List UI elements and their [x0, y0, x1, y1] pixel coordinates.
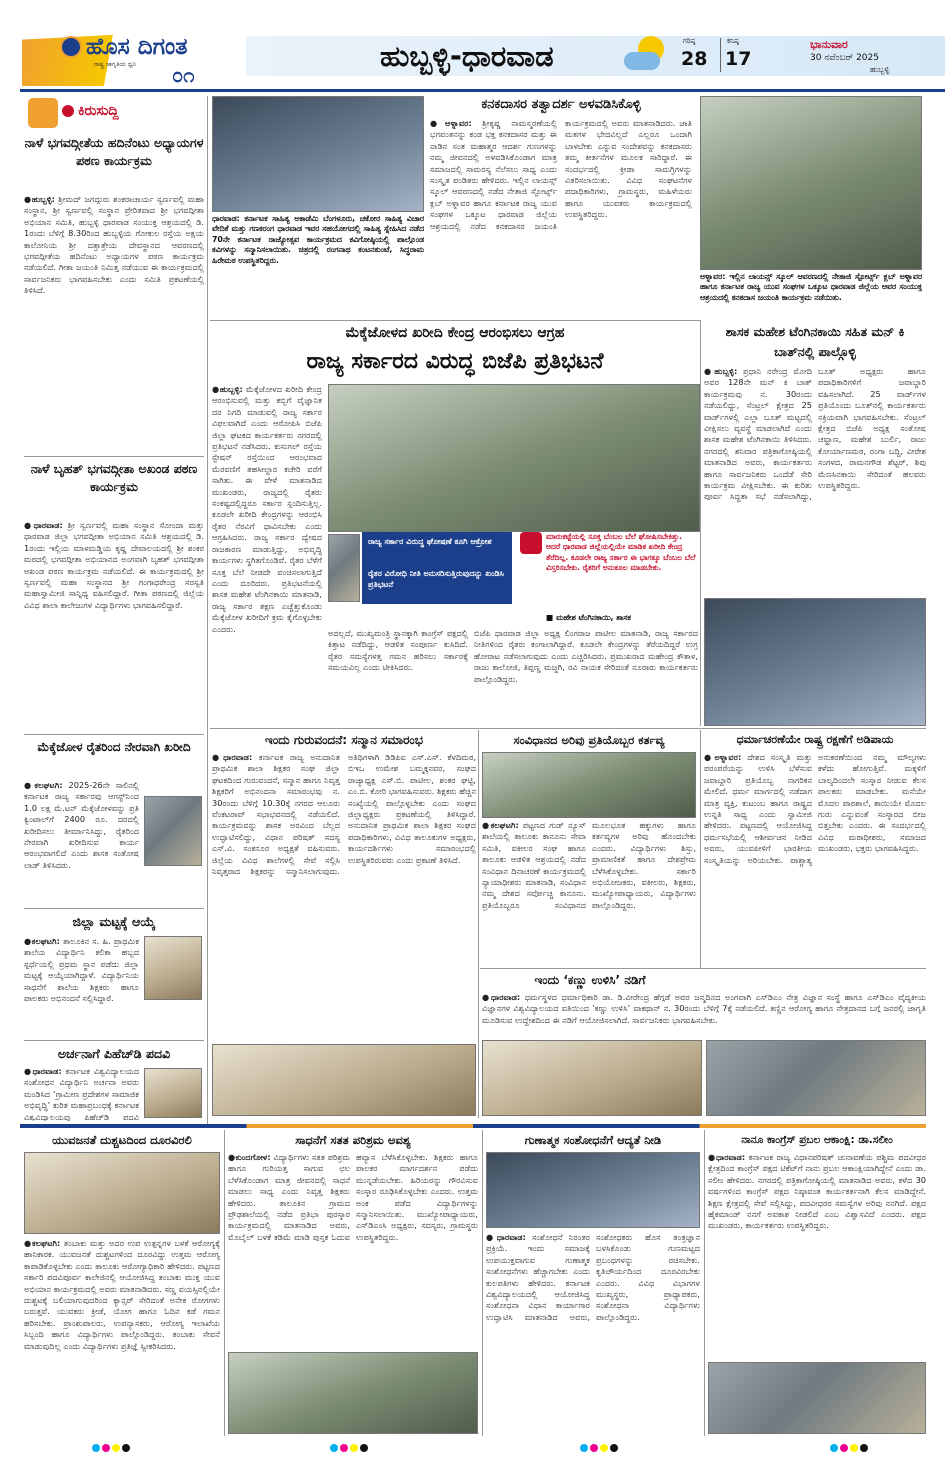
quote-text: ಮಾರುಕಟ್ಟೆಯಲ್ಲಿ ಸೂಕ್ತ ಬೆಂಬಲ ಬೆಲೆ ಘೋಷಿಸಬೇಕಿತ್ತು. ಆದರೆ ಧಾರವಾಡ ಜಿಲ್ಲೆಯಲ್ಲಿಯೇ ಮಾಡಿಕ ಖರೀದಿ ಕೇಂದ್ರ ತೆರೆದಿಲ್ಲ. ಕೂಡಲೇ ರಾಜ್ಯ ಸರ್ಕಾರ ಈ ಭಾಗಕ್ಕೂ ಬೆಂಬಲ ಬೆಲೆ ವಿಸ್ತರಿಸಬೇಕು. ರೈತರಿಗೆ ಅನುಕೂಲ ಮಾಡಬೇಕು. — [546, 532, 696, 573]
mann-body: ●ಹುಬ್ಬಳ್ಳಿ: ಪ್ರಧಾನಿ ನರೇಂದ್ರ ಮೋದಿ ಅವರ 128ನೇ ಮನ್ ಕಿ ಬಾತ್ ಕಾರ್ಯಕ್ರಮವು ನ. 30ರಂದು ನಡೆಯಲಿದ್ದು, ಸೆಂಟ್ರಲ್ ಕ್ಷೇತ್ರದ 25 ವಾರ್ಡ್‌ಗಳಲ್ಲಿ ಎಲ್ಲಾ ಬೂತ್ ಮಟ್ಟದಲ್ಲಿ ವೀಕ್ಷಿಸಲು ವ್ಯವಸ್ಥೆ ಮಾಡಲಾಗಿದೆ ಎಂದು ಶಾಸಕ ಮಹೇಶ ಟೆಂಗಿನಕಾಯಿ ತಿಳಿಸಿದರು. ನಗರದಲ್ಲಿ ಶನಿವಾರ ಪತ್ರಿಕಾಗೋಷ್ಠಿಯಲ್ಲಿ ಮಾತನಾಡಿದ ಅವರು, ಕಾರ್ಯಕರ್ತರು ಹಾಗೂ ಸಾರ್ವಜನಿಕರು ಒಂದೆಡೆ ಸೇರಿ ಕಾರ್ಯಕ್ರಮ ವೀಕ್ಷಿಸಬೇಕು. ಈ ಕುರಿತು ಪೂರ್ವ ಸಿದ್ಧತಾ ಸಭೆ ನಡೆಸಲಾಗಿದ್ದು, ಬೂತ್ ಅಧ್ಯಕ್ಷರು ಹಾಗೂ ಪದಾಧಿಕಾರಿಗಳಿಗೆ ಜವಾಬ್ದಾರಿ ವಹಿಸಲಾಗಿದೆ. 25 ವಾರ್ಡ್‌ಗಳ ಪ್ರತಿಯೊಂದು ಬೂತ್‌ನಲ್ಲಿ ಕಾರ್ಯಕರ್ತರು ಸಕ್ರಿಯವಾಗಿ ಭಾಗವಹಿಸಬೇಕು. ಸೆಂಟ್ರಲ್ ಕ್ಷೇತ್ರದ ಬಿಜೆಪಿ ಅಧ್ಯಕ್ಷ ಸಂತೋಷ ಚವ್ಹಾಣ, ಮಹೇಶ ಬುರ್ಲಿ, ರಾಜು ಕೋರ್ಯಾಣಮಠ, ರಂಗಾ ಬದ್ದಿ, ವೀರೇಶ ಸಂಗಳದ, ರಾಮನಗೌಡ ಶೆಟ್ಟರ್, ಶಿವು ಮೆಣಸಿನಕಾಯಿ ಸೇರಿದಂತೆ ಹಲವರು ಉಪಸ್ಥಿತರಿದ್ದರು. — [704, 366, 926, 502]
bottom-strip-rule — [20, 1124, 926, 1128]
guru-title: ಇಂದು ಗುರುವಂದನೆ: ಸನ್ಮಾನ ಸಮಾರಂಭ — [265, 733, 423, 747]
bottom-body-1: ●ಕಲಘಟಗಿ: ತಂಬಾಕು ಮತ್ತು ಅದರ ಉಪ ಉತ್ಪನ್ನಗಳ ಬಳಕೆ ಆರೋಗ್ಯಕ್ಕೆ ಹಾನಿಕಾರಕ. ಯುವಜನತೆ ದುಶ್ಚಟಗಳಿಂದ ದೂರವಿದ್ದು ಉತ್ತಮ ಆರೋಗ್ಯ ಕಾಪಾಡಿಕೊಳ್ಳಬೇಕು ಎಂದು ತಾಲೂಕು ಆರೋಗ್ಯಾಧಿಕಾರಿ ಹೇಳಿದರು. ಪಟ್ಟಣದ ಸರ್ಕಾರಿ ಪದವಿಪೂರ್ವ ಕಾಲೇಜಿನಲ್ಲಿ ಆಯೋಜಿಸಿದ್ದ ತಂಬಾಕು ಮುಕ್ತ ಯುವ ಅಭಿಯಾನ ಕಾರ್ಯಕ್ರಮದಲ್ಲಿ ಅವರು ಮಾತನಾಡಿದರು. ಸಣ್ಣ ವಯಸ್ಸಿನಲ್ಲಿಯೇ ದುಶ್ಚಟಕ್ಕೆ ಬಲಿಯಾಗುವುದರಿಂದ ಕ್ಯಾನ್ಸರ್ ಸೇರಿದಂತೆ ಅನೇಕ ರೋಗಗಳು ಬರುತ್ತವೆ. ಯುವಕರು ಕ್ರೀಡೆ, ಯೋಗ ಹಾಗೂ ಓದಿನ ಕಡೆ ಗಮನ ಹರಿಸಬೇಕು. ಪ್ರಾಂಶುಪಾಲರು, ಉಪನ್ಯಾಸಕರು, ಆರೋಗ್ಯ ಇಲಾಖೆಯ ಸಿಬ್ಬಂದಿ ಹಾಗೂ ವಿದ್ಯಾರ್ಥಿಗಳು ಪಾಲ್ಗೊಂಡಿದ್ದರು. ತಂಬಾಕು ಸೇವನೆ ಮಾಡುವುದಿಲ್ಲ ಎಂದು ವಿದ್ಯಾರ್ಥಿಗಳು ಪ್ರತಿಜ್ಞೆ ಸ್ವೀಕರಿಸಿದರು. — [24, 1238, 220, 1351]
kannu-photo-1 — [482, 1040, 702, 1116]
column-rule — [700, 730, 701, 968]
bottom-photo-2 — [228, 1352, 478, 1434]
lead-quote-box — [520, 532, 698, 624]
lead-col1: ●ಹುಬ್ಬಳ್ಳಿ: ಮೆಕ್ಕೆಜೋಳದ ಖರೀದಿ ಕೇಂದ್ರ ಆರಂಭಿಸುವಲ್ಲಿ ಮತ್ತು ಕಬ್ಬಿಗೆ ವೈಜ್ಞಾನಿಕ ದರ ನಿಗದಿ ಮಾಡುವಲ್ಲಿ ರಾಜ್ಯ ಸರ್ಕಾರ ವಿಫಲವಾಗಿದೆ ಎಂದು ಆರೋಪಿಸಿ ಬಿಜೆಪಿ ಜಿಲ್ಲಾ ಘಟಕದ ಕಾರ್ಯಕರ್ತರು ನಗರದಲ್ಲಿ ಪ್ರತಿಭಟನೆ ನಡೆಸಿದರು. ಕುಸುಗಲ್ ರಸ್ತೆಯ ಸ್ಟೇಷನ್ ರಸ್ತೆಯಿಂದ ಆರಂಭವಾದ ಮೆರವಣಿಗೆ ತಹಸೀಲ್ದಾರ ಕಚೇರಿ ವರೆಗೆ ಸಾಗಿತು. ಈ ವೇಳೆ ಮಾತನಾಡಿದ ಮುಖಂಡರು, ರಾಜ್ಯದಲ್ಲಿ ರೈತರು ಸಂಕಷ್ಟದಲ್ಲಿದ್ದರೂ ಸರ್ಕಾರ ಸ್ಪಂದಿಸುತ್ತಿಲ್ಲ. ಕೂಡಲೇ ಖರೀದಿ ಕೇಂದ್ರಗಳನ್ನು ಆರಂಭಿಸಿ ರೈತರ ನೆರವಿಗೆ ಧಾವಿಸಬೇಕು ಎಂದು ಆಗ್ರಹಿಸಿದರು. ರಾಜ್ಯ ಸರ್ಕಾರ ದ್ವೇಷದ ರಾಜಕಾರಣ ಮಾಡುತ್ತಿದ್ದು, ಅಭಿವೃದ್ಧಿ ಕಾರ್ಯಗಳು ಸ್ಥಗಿತಗೊಂಡಿವೆ. ರೈತರ ಬೆಳೆಗೆ ಸೂಕ್ತ ಬೆಲೆ ನೀಡದೇ ವಂಚಿಸಲಾಗುತ್ತಿದೆ ಎಂದು ದೂರಿದರು. ಪ್ರತಿಭಟನೆಯಲ್ಲಿ ಶಾಸಕ ಮಹೇಶ ಟೆಂಗಿನಕಾಯಿ ಮಾತನಾಡಿ, ರಾಜ್ಯ ಸರ್ಕಾರ ತಕ್ಷಣ ಎಚ್ಚೆತ್ತುಕೊಂಡು ಮೆಕ್ಕೆಜೋಳ ಖರೀದಿಗೆ ಕ್ರಮ ಕೈಗೊಳ್ಳಬೇಕು ಎಂದರು. — [212, 384, 322, 634]
brief-photo-student — [144, 936, 202, 1000]
day: ಭಾನುವಾರ — [810, 38, 848, 51]
lead-kicker: ಮೆಕ್ಕೆಜೋಳದ ಖರೀದಿ ಕೇಂದ್ರ ಆರಂಭಿಸಲು ಆಗ್ರಹ — [345, 325, 565, 341]
tagline: ರಾಷ್ಟ್ರ ಜಾಗೃತಿಯ ಧ್ವನಿ — [94, 61, 137, 68]
brief-dot-icon — [62, 105, 74, 117]
edition-title: ಹುಬ್ಬಳ್ಳಿ-ಧಾರವಾಡ — [380, 39, 554, 73]
brief-header — [24, 96, 204, 132]
bottom-title-4: ನಾನೂ ಕಾಂಗ್ರೆಸ್ ಪ್ರಬಲ ಆಕಾಂಕ್ಷಿ: ಡಾ.ಸಲೀಂ — [741, 1134, 893, 1146]
brief-divider — [24, 456, 204, 457]
top-photo-felicitation — [212, 96, 424, 212]
logo-block — [22, 28, 242, 86]
bullet-item: ರೈತರ ವಿರೋಧಿ ನೀತಿ ಅನುಸರಿಸುತ್ತಿರುವುದನ್ನು ಖಂಡಿಸಿ ಪ್ರತಿಭಟನೆ — [368, 569, 504, 589]
lead-bullet-box — [362, 532, 512, 604]
kannu-body: ●ಧಾರವಾಡ: ಧರ್ಮಸ್ಥಳದ ಧರ್ಮಾಧಿಕಾರಿ ಡಾ. ಡಿ.ವೀರೇಂದ್ರ ಹೆಗ್ಗಡೆ ಅವರ ಜನ್ಮದಿನದ ಅಂಗವಾಗಿ ಎಸ್‌ಡಿಎಂ ನೇತ್ರ ವಿಜ್ಞಾನ ಸಂಸ್ಥೆ ಹಾಗೂ ಎಸ್‌ಡಿಎಂ ವೈದ್ಯಕೀಯ ವಿಜ್ಞಾನಗಳ ವಿಶ್ವವಿದ್ಯಾಲಯದ ವತಿಯಿಂದ ‘ಕಣ್ಣು ಉಳಿಸಿ’ ವಾಕಥಾನ್ ನ. 30ರಂದು ಬೆಳಿಗ್ಗೆ 7ಕ್ಕೆ ನಡೆಯಲಿದೆ. ಕಣ್ಣಿನ ಆರೋಗ್ಯ ಹಾಗೂ ನೇತ್ರದಾನದ ಬಗ್ಗೆ ಜನರಲ್ಲಿ ಜಾಗೃತಿ ಮೂಡಿಸುವ ಉದ್ದೇಶದಿಂದ ಈ ನಡಿಗೆ ಆಯೋಜಿಸಲಾಗಿದೆ. ಸಾರ್ವಜನಿಕರು ಭಾಗವಹಿಸಬೇಕು. — [482, 992, 926, 1025]
max-temp: 28 — [681, 48, 707, 70]
logo-emblem-icon — [60, 36, 82, 58]
bottom-body-4: ●ಧಾರವಾಡ: ಕರ್ನಾಟಕ ರಾಜ್ಯ ವಿಧಾನಪರಿಷತ್ ಚುನಾವಣೆಯ ಪಶ್ಚಿಮ ಪದವೀಧರ ಕ್ಷೇತ್ರದಿಂದ ಕಾಂಗ್ರೆಸ್ ಪಕ್ಷದ ಟಿಕೆಟ್‌ಗೆ ನಾನು ಪ್ರಬಲ ಆಕಾಂಕ್ಷಿಯಾಗಿದ್ದೇನೆ ಎಂದು ಡಾ. ಸಲೀಂ ಹೇಳಿದರು. ನಗರದಲ್ಲಿ ಪತ್ರಿಕಾಗೋಷ್ಠಿಯಲ್ಲಿ ಮಾತನಾಡಿದ ಅವರು, ಕಳೆದ 30 ವರ್ಷಗಳಿಂದ ಕಾಂಗ್ರೆಸ್ ಪಕ್ಷದ ನಿಷ್ಠಾವಂತ ಕಾರ್ಯಕರ್ತನಾಗಿ ಕೆಲಸ ಮಾಡಿದ್ದೇನೆ. ಶಿಕ್ಷಣ ಕ್ಷೇತ್ರದಲ್ಲಿ ಸೇವೆ ಸಲ್ಲಿಸಿದ್ದು, ಪದವೀಧರರ ಸಮಸ್ಯೆಗಳ ಅರಿವು ನನಗಿದೆ. ಪಕ್ಷದ ಹೈಕಮಾಂಡ್ ನನಗೆ ಅವಕಾಶ ನೀಡಲಿದೆ ಎಂಬ ವಿಶ್ವಾಸವಿದೆ ಎಂದರು. ಪಕ್ಷದ ಮುಖಂಡರು, ಕಾರ್ಯಕರ್ತರು ಉಪಸ್ಥಿತರಿದ್ದರು. — [708, 1152, 926, 1231]
column-rule — [700, 320, 701, 726]
lead-col2: ಅದಲ್ಲದೆ, ಮುಖ್ಯಮಂತ್ರಿ ಸ್ಥಾನಕ್ಕಾಗಿ ಕಾಂಗ್ರೆಸ್ ಪಕ್ಷದಲ್ಲಿ ಕಿತ್ತಾಟ ನಡೆದಿದ್ದು, ಆಡಳಿತ ಸಂಪೂರ್ಣ ಕುಸಿದಿದೆ. ರೈತರ ಸಮಸ್ಯೆಗಳತ್ತ ಗಮನ ಹರಿಸಲು ಸರ್ಕಾರಕ್ಕೆ ಸಮಯವಿಲ್ಲ ಎಂದು ಟೀಕಿಸಿದರು. — [328, 628, 468, 673]
lead-protest-photo — [328, 384, 700, 532]
samvidhana-photo — [482, 752, 696, 818]
max-temp-label: ಗರಿಷ್ಠ — [683, 37, 696, 45]
top-photo-caption: ಧಾರವಾಡ: ಕರ್ನಾಟಕ ಸಾಹಿತ್ಯ ಅಕಾಡೆಮಿ ಬೆಂಗಳೂರು, ಚಕೋರ ಸಾಹಿತ್ಯ ವಿಚಾರ ವೇದಿಕೆ ಮತ್ತು ಗಣಕರಂಗ ಧಾರವಾಡ ಇವರ ಸಹಯೋಗದಲ್ಲಿ ಸಾಹಿತ್ಯ ಸ್ನೇಹಿಸಿದ ನಡೆದ 70ನೇ ಕರ್ನಾಟಕ ರಾಜ್ಯೋತ್ಸವ ಕಾರ್ಯಕ್ರಮದ ಕವಿಗೋಷ್ಠಿಯಲ್ಲಿ ಪಾಲ್ಗೊಂಡ ಕವಿಗಳನ್ನು ಸನ್ಮಾನಿಸಲಾಯಿತು. ಚಿತ್ರದಲ್ಲಿ ರಂಗನಾಥ ಕಂಟನಕುಂಟೆ, ಸಿದ್ಧರಾಮ ಹಿರೇಮಠ ಉಪಸ್ಥಿತರಿದ್ದರು. — [212, 214, 424, 265]
dharma-title: ಧರ್ಮಾಚರಣೆಯೇ ರಾಷ್ಟ್ರ ರಕ್ಷಣೆಗೆ ಅಡಿಪಾಯ — [736, 733, 894, 746]
right-photo-caption: ಅಳ್ನಾವರ: ಇಲ್ಲಿನ ಲಾಯನ್ಸ್ ಸ್ಕೂಲ್ ಆವರಣದಲ್ಲಿ ನೇತಾಜಿ ಸ್ಪೋರ್ಟ್ಸ್ ಕ್ಲಬ್ ಅಳ್ನಾವರ ಹಾಗೂ ಕರ್ನಾಟಕ ರಾಜ್ಯ ಯುವ ಸಂಘಗಳ ಒಕ್ಕೂಟ ಧಾರವಾಡ ಜಿಲ್ಲೆಯ ಆವರ ಸಂಯುಕ್ತ ಆಶ್ರಯದಲ್ಲಿ ಕನಕದಾಸ ಜಯಂತಿ ಕಾರ್ಯಕ್ರಮ ನಡೆಯಿತು. — [700, 272, 922, 302]
bottom-photo-4 — [708, 1362, 926, 1434]
section-rule — [480, 968, 926, 969]
registration-marks — [0, 1440, 945, 1460]
quote-mark-icon — [520, 532, 542, 554]
brief-body-4: ●ಕಲಘಟಗಿ: ತಾಲೂಕಿನ ಸ. ಹಿ. ಪ್ರಾಥಮಿಕ ಶಾಲೆಯ ವಿದ್ಯಾರ್ಥಿನಿ ಕಲಿಕಾ ಹಬ್ಬದ ಸ್ಪರ್ಧೆಯಲ್ಲಿ ಪ್ರಥಮ ಸ್ಥಾನ ಪಡೆದು ಜಿಲ್ಲಾ ಮಟ್ಟಕ್ಕೆ ಆಯ್ಕೆಯಾಗಿದ್ದಾಳೆ. ವಿದ್ಯಾರ್ಥಿನಿಯ ಸಾಧನೆಗೆ ಶಾಲೆಯ ಶಿಕ್ಷಕರು ಹಾಗೂ ಪಾಲಕರು ಅಭಿನಂದನೆ ಸಲ್ಲಿಸಿದ್ದಾರೆ. — [24, 936, 139, 1004]
brief-column — [24, 96, 204, 1121]
mann-title: ಶಾಸಕ ಮಹೇಶ ಟೆಂಗಿನಕಾಯಿ ಸಹಿತ ಮನ್ ಕಿ ಬಾತ್‌ನಲ್ಲಿ ಪಾಲ್ಗೊಳ್ಳಿ — [725, 324, 905, 359]
samvidhana-body: ●ಕಲಘಟಗಿ: ಪಟ್ಟಣದ ಗುಡ್ ನ್ಯೂಸ್ ಶಾಲೆಯಲ್ಲಿ ತಾಲೂಕು ಕಾನೂನು ಸೇವಾ ಸಮಿತಿ, ವಕೀಲರ ಸಂಘ ಹಾಗೂ ತಾಲೂಕು ಆಡಳಿತ ಆಶ್ರಯದಲ್ಲಿ ನಡೆದ ಸಂವಿಧಾನ ದಿನಾಚರಣೆ ಕಾರ್ಯಕ್ರಮದಲ್ಲಿ ನ್ಯಾಯಾಧೀಶರು ಮಾತನಾಡಿ, ಸಂವಿಧಾನ ನಮ್ಮ ದೇಶದ ಸರ್ವೋಚ್ಚ ಕಾನೂನು. ಪ್ರತಿಯೊಬ್ಬರೂ ಸಂವಿಧಾನದ ಮೂಲಭೂತ ಹಕ್ಕುಗಳು ಹಾಗೂ ಕರ್ತವ್ಯಗಳ ಅರಿವು ಹೊಂದಬೇಕು ಎಂದರು. ವಿದ್ಯಾರ್ಥಿಗಳು ಶಿಸ್ತು, ಪ್ರಾಮಾಣಿಕತೆ ಹಾಗೂ ದೇಶಪ್ರೇಮ ಬೆಳೆಸಿಕೊಳ್ಳಬೇಕು. ಸರ್ಕಾರಿ ಅಭಿಯೋಜಕರು, ವಕೀಲರು, ಶಿಕ್ಷಕರು, ಮುಖ್ಯೋಪಾಧ್ಯಾಯರು, ವಿದ್ಯಾರ್ಥಿಗಳು ಪಾಲ್ಗೊಂಡಿದ್ದರು. — [482, 820, 696, 910]
brief-body-1: ●ಹುಬ್ಬಳ್ಳಿ: ಶ್ರೀಮದ್ ಜಗದ್ಗುರು ಶಂಕರಾಚಾರ್ಯ ಸ್ವರ್ಣವಲ್ಲಿ ಮಹಾ ಸಂಸ್ಥಾನ, ಶ್ರೀ ಸ್ವರ್ಣವಲ್ಲಿ ಸಂಸ್ಥಾನ ಪ್ರೇರಿತವಾದ ಶ್ರೀ ಭಗವದ್ಗೀತಾ ಅಭಿಯಾನ ಸಮಿತಿ, ಹುಬ್ಬಳ್ಳಿ ಧಾರವಾಡ ಸಂಯುಕ್ತ ಆಶ್ರಯದಲ್ಲಿ ಡಿ. 1ರಂದು ಬೆಳಿಗ್ಗೆ 8.30ರಿಂದ ಹುಬ್ಬಳ್ಳಿಯ ಗೋಕುಲ ರಸ್ತೆಯ ಅಕ್ಷಯ ಕಾಲೋನಿಯ ಶ್ರೀ ದತ್ತಾತ್ರೇಯ ದೇವಸ್ಥಾನದ ಆವರಣದಲ್ಲಿ ಭಗವದ್ಗೀತೆಯ ಹದಿನೆಂಟು ಅಧ್ಯಾಯಗಳ ಪಠಣ ಕಾರ್ಯಕ್ರಮ ನಡೆಯಲಿದೆ. ಗೀತಾ ಜಯಂತಿ ನಿಮಿತ್ತ ನಡೆಯುವ ಈ ಕಾರ್ಯಕ್ರಮದಲ್ಲಿ ಸಾರ್ವಜನಿಕರು ಭಾಗವಹಿಸಬೇಕು ಎಂದು ಸಮಿತಿ ಪ್ರಕಟಣೆಯಲ್ಲಿ ತಿಳಿಸಿದೆ. — [24, 194, 204, 296]
kannu-photo-2 — [706, 1040, 926, 1116]
brief-title-1: ನಾಳೆ ಭಗವದ್ಗೀತೆಯ ಹದಿನೆಂಟು ಅಧ್ಯಾಯಗಳ ಪಠಣ ಕಾರ್ಯಕ್ರಮ — [24, 135, 204, 168]
kannu-title: ಇಂದು ‘ಕಣ್ಣು ಉಳಿಸಿ’ ನಡಿಗೆ — [534, 973, 646, 987]
kanaka-title: ಕನಕದಾಸರ ತತ್ವಾದರ್ಶ ಅಳವಡಿಸಿಕೊಳ್ಳಿ — [481, 97, 641, 112]
bottom-title-1: ಯುವಜನತೆ ದುಶ್ಚಟದಿಂದ ದೂರವಿರಲಿ — [52, 1133, 192, 1147]
lead-headline: ರಾಜ್ಯ ಸರ್ಕಾರದ ವಿರುದ್ಧ ಬಿಜೆಪಿ ಪ್ರತಿಭಟನೆ — [306, 349, 604, 374]
samvidhana-title: ಸಂವಿಧಾನದ ಅರಿವು ಪ್ರತಿಯೊಬ್ಬರ ಕರ್ತವ್ಯ — [513, 733, 665, 747]
section-rule — [210, 320, 700, 321]
min-temp-label: ಕನಿಷ್ಠ — [727, 37, 739, 45]
brief-divider — [24, 734, 204, 735]
masthead — [0, 0, 945, 92]
brief-photo-mla — [144, 796, 202, 866]
temp-divider — [720, 38, 721, 72]
column-rule — [482, 1130, 483, 1436]
bottom-title-3: ಗುಣಾತ್ಮಕ ಸಂಶೋಧನೆಗೆ ಆದ್ಯತೆ ನೀಡಿ — [524, 1133, 662, 1147]
dharma-body: ●ಅಳ್ನಾವರ: ದೇಶದ ಸಂಸ್ಕೃತಿ ಮತ್ತು ಪರಂಪರೆಯನ್ನು ಉಳಿಸಿ ಬೆಳೆಸುವ ಜವಾಬ್ದಾರಿ ಪ್ರತಿಯೊಬ್ಬ ನಾಗರಿಕನ ಮೇಲಿದೆ. ಧರ್ಮ ಮಾರ್ಗದಲ್ಲಿ ನಡೆದಾಗ ಮಾತ್ರ ವ್ಯಕ್ತಿ, ಕುಟುಂಬ ಹಾಗೂ ರಾಷ್ಟ್ರದ ಉನ್ನತಿ ಸಾಧ್ಯ ಎಂದು ಸ್ವಾಮೀಜಿ ಹೇಳಿದರು. ಪಟ್ಟಣದಲ್ಲಿ ಆಯೋಜಿಸಿದ್ದ ಧರ್ಮಸಭೆಯಲ್ಲಿ ಆಶೀರ್ವಚನ ನೀಡಿದ ಅವರು, ಯುವಪೀಳಿಗೆ ಭಾರತೀಯ ಸಂಸ್ಕೃತಿಯನ್ನು ಅರಿಯಬೇಕು. ಪಾಶ್ಚಾತ್ಯ ಅನುಕರಣೆಯಿಂದ ನಮ್ಮ ಮೌಲ್ಯಗಳು ಕಳೆದು ಹೋಗುತ್ತಿವೆ. ಮಕ್ಕಳಿಗೆ ಬಾಲ್ಯದಿಂದಲೇ ಸಂಸ್ಕಾರ ನೀಡುವ ಕೆಲಸ ಪಾಲಕರು ಮಾಡಬೇಕು. ಮನೆಯೇ ಮೊದಲ ಪಾಠಶಾಲೆ, ತಾಯಿಯೇ ಮೊದಲ ಗುರು ಎನ್ನುವಂತೆ ಸಂಸ್ಕಾರದ ಬೀಜ ಬಿತ್ತಬೇಕು ಎಂದರು. ಈ ಸಂದರ್ಭದಲ್ಲಿ ವಿವಿಧ ಮಠಾಧೀಶರು, ಸಮಾಜದ ಮುಖಂಡರು, ಭಕ್ತರು ಭಾಗವಹಿಸಿದ್ದರು. — [704, 752, 926, 865]
guru-body: ●ಧಾರವಾಡ: ಕರ್ನಾಟಕ ರಾಜ್ಯ ಅನುದಾನಿತ ಪ್ರಾಥಮಿಕ ಶಾಲಾ ಶಿಕ್ಷಕರ ಸಂಘ ಜಿಲ್ಲಾ ಘಟಕದಿಂದ ಗುರುವಂದನೆ, ಸನ್ಮಾನ ಹಾಗೂ ನಿವೃತ್ತ ಶಿಕ್ಷಕರಿಗೆ ಅಭಿನಂದನಾ ಸಮಾರಂಭವು ನ. 30ರಂದು ಬೆಳಿಗ್ಗೆ 10.30ಕ್ಕೆ ನಗರದ ಆಲೂರು ವೆಂಕಟರಾವ್ ಸಭಾಭವನದಲ್ಲಿ ನಡೆಯಲಿದೆ. ಕಾರ್ಯಕ್ರಮವನ್ನು ಶಾಸಕ ಅರವಿಂದ ಬೆಲ್ಲದ ಉದ್ಘಾಟಿಸಲಿದ್ದು, ವಿಧಾನ ಪರಿಷತ್ ಸದಸ್ಯ ಎಸ್.ವಿ. ಸಂಕನೂರ ಅಧ್ಯಕ್ಷತೆ ವಹಿಸುವರು. ಜಿಲ್ಲೆಯ ವಿವಿಧ ಶಾಲೆಗಳಲ್ಲಿ ಸೇವೆ ಸಲ್ಲಿಸಿ ನಿವೃತ್ತರಾದ ಶಿಕ್ಷಕರನ್ನು ಸನ್ಮಾನಿಸಲಾಗುವುದು. ಅತಿಥಿಗಳಾಗಿ ಡಿಡಿಪಿಐ ಎಸ್.ಎಸ್. ಕೆಳದಿಮಠ, ಬಿಇಒ ಉಮೇಶ ಬಮ್ಮಕ್ಕನವರ, ಸಂಘದ ರಾಜ್ಯಾಧ್ಯಕ್ಷ ಎಸ್.ಬಿ. ಪಾಟೀಲ, ಶಂಕರ ಘಟ್ಟಿ, ಎಂ.ಬಿ. ಕೋರಿ ಭಾಗವಹಿಸುವರು. ಶಿಕ್ಷಕರು ಹೆಚ್ಚಿನ ಸಂಖ್ಯೆಯಲ್ಲಿ ಪಾಲ್ಗೊಳ್ಳಬೇಕು ಎಂದು ಸಂಘದ ಜಿಲ್ಲಾಧ್ಯಕ್ಷರು ಪ್ರಕಟಣೆಯಲ್ಲಿ ತಿಳಿಸಿದ್ದಾರೆ. ಅನುದಾನಿತ ಪ್ರಾಥಮಿಕ ಶಾಲಾ ಶಿಕ್ಷಕರ ಸಂಘದ ಪದಾಧಿಕಾರಿಗಳು, ವಿವಿಧ ತಾಲೂಕುಗಳ ಅಧ್ಯಕ್ಷರು, ಕಾರ್ಯದರ್ಶಿಗಳು ಸಮಾರಂಭದಲ್ಲಿ ಉಪಸ್ಥಿತರಿರುವರು ಎಂದು ಪ್ರಕಟಣೆ ತಿಳಿಸಿದೆ. — [212, 752, 476, 877]
brief-title-4: ಜಿಲ್ಲಾ ಮಟ್ಟಕ್ಕೆ ಆಯ್ಕೆ — [72, 914, 156, 929]
quote-by: ■ ಮಹೇಶ ಟೆಂಗಿನಕಾಯಿ, ಶಾಸಕ — [546, 613, 631, 622]
brief-title-3: ಮೆಕ್ಕೆಜೋಳ ರೈತರಿಂದ ನೇರವಾಗಿ ಖರೀದಿ — [37, 740, 191, 754]
page-number: ೦೧ — [172, 64, 195, 86]
guru-photo — [212, 1044, 476, 1116]
mann-meeting-photo — [704, 598, 926, 726]
bottom-photo-1 — [24, 1152, 220, 1234]
brief-body-2: ●ಧಾರವಾಡ: ಶ್ರೀ ಸ್ವರ್ಣವಲ್ಲಿ ಮಹಾ ಸಂಸ್ಥಾನ ಸೋಂದಾ ಮತ್ತು ಧಾರವಾಡ ಜಿಲ್ಲಾ ಭಗವದ್ಗೀತಾ ಅಭಿಯಾನ ಸಮಿತಿ ಆಶ್ರಯದಲ್ಲಿ ಡಿ. 1ರಂದು ಇಲ್ಲಿಯ ಮಾಳಮಡ್ಡಿಯ ಕೃಷ್ಣ ದೇವಾಲಯದಲ್ಲಿ ಶ್ರೀ ಶಂಕರ ಮಠದಲ್ಲಿ ಭಗವದ್ಗೀತಾ ಅಭಿಯಾನದ ಅಂಗವಾಗಿ ಬೃಹತ್ ಭಗವದ್ಗೀತಾ ಅಖಂಡ ಪಠಣ ಕಾರ್ಯಕ್ರಮ ನಡೆಯಲಿದೆ. ಈ ಕಾರ್ಯಕ್ರಮದಲ್ಲಿ ಶ್ರೀ ಸ್ವರ್ಣವಲ್ಲಿ ಮಹಾ ಸಂಸ್ಥಾನದ ಶ್ರೀ ಗಂಗಾಧರೇಂದ್ರ ಸರಸ್ವತಿ ಮಹಾಸ್ವಾಮೀಜಿ ಸಾನ್ನಿಧ್ಯ ವಹಿಸಲಿದ್ದಾರೆ. ಗೀತಾ ಪಠಣದಲ್ಲಿ ಜಿಲ್ಲೆಯ ವಿವಿಧ ಶಾಲಾ ಕಾಲೇಜುಗಳ ವಿದ್ಯಾರ್ಥಿಗಳು ಭಾಗವಹಿಸಲಿದ್ದಾರೆ. — [24, 520, 204, 610]
brief-divider — [24, 1040, 204, 1041]
brief-body-5: ●ಧಾರವಾಡ: ಕರ್ನಾಟಕ ವಿಶ್ವವಿದ್ಯಾಲಯದ ಸಂಶೋಧನ ವಿದ್ಯಾರ್ಥಿನಿ ಅರ್ಚನಾ ಅವರು ಮಂಡಿಸಿದ ‘ಗ್ರಾಮೀಣ ಪ್ರದೇಶಗಳ ಸಾಮಾಜಿಕ ಅಭಿವೃದ್ಧಿ’ ಕುರಿತ ಮಹಾಪ್ರಬಂಧಕ್ಕೆ ಕರ್ನಾಟಕ ವಿಶ್ವವಿದ್ಯಾಲಯವು ಪಿಹೆಚ್‌ಡಿ ಪದವಿ — [24, 1066, 139, 1121]
brief-divider — [24, 908, 204, 909]
brief-body-3: ●ಕಲಘಟಗಿ: 2025-26ನೇ ಸಾಲಿನಲ್ಲಿ ಕರ್ನಾಟಕ ರಾಜ್ಯ ಸರ್ಕಾರವು ಆಗಸ್ಟ್‌ನಿಂದ 1.0 ಲಕ್ಷ ಮೆ.ಟನ್ ಮೆಕ್ಕೆಜೋಳವನ್ನು ಪ್ರತಿ ಕ್ವಿಂಟಾಲ್‌ಗೆ 2400 ರೂ. ದರದಲ್ಲಿ ಖರೀದಿಸಲು ತೀರ್ಮಾನಿಸಿದ್ದು, ರೈತರಿಂದ ನೇರವಾಗಿ ಖರೀದಿಸುವ ಕಾರ್ಯ ಆರಂಭವಾಗಲಿದೆ ಎಂದು ಶಾಸಕ ಸಂತೋಷ ಲಾಡ್ ತಿಳಿಸಿದರು. — [24, 780, 139, 870]
lead-col3: ಬಿಜೆಪಿ ಧಾರವಾಡ ಜಿಲ್ಲಾ ಅಧ್ಯಕ್ಷ ಲಿಂಗರಾಜ ಪಾಟೀಲ ಮಾತನಾಡಿ, ರಾಜ್ಯ ಸರ್ಕಾರದ ನೀತಿಗಳಿಂದ ರೈತರು ಕಂಗಾಲಾಗಿದ್ದಾರೆ. ಕೂಡಲೇ ಕೇಂದ್ರಗಳನ್ನು ತೆರೆಯದಿದ್ದರೆ ಉಗ್ರ ಹೋರಾಟ ನಡೆಸಲಾಗುವುದು ಎಂದು ಎಚ್ಚರಿಸಿದರು. ಪ್ರಮುಖರಾದ ಮಹೇಂದ್ರ ಕೌತಾಳ, ರಾಜು ಕಾಲೋಜಿ, ತಿಪ್ಪಣ್ಣ ಮಜ್ಜಗಿ, ರವಿ ನಾಯಕ ಸೇರಿದಂತೆ ನೂರಾರು ಕಾರ್ಯಕರ್ತರು ಪಾಲ್ಗೊಂಡಿದ್ದರು. — [474, 628, 698, 684]
kanaka-body: ●ಅಳ್ನಾವರ: ಶ್ರೀಕೃಷ್ಣ ನಾಮಸ್ಮರಣೆಯಲ್ಲಿ ಭಗವಂತನನ್ನು ಕಂಡ ಭಕ್ತ ಕನಕದಾಸರ ಮತ್ತು ಈ ನಾಡಿನ ಸಂತ ಮಹಾತ್ಮರ ಆದರ್ಶ ಗುಣಗಳನ್ನು ನಮ್ಮ ಜೀವನದಲ್ಲಿ ಅಳವಡಿಸಿಕೊಂಡಾಗ ಮಾತ್ರ ಸಮಾಜದಲ್ಲಿ ಸಾಮರಸ್ಯ ನೆಲೆಸಲು ಸಾಧ್ಯ ಎಂದು ಸಂಸ್ಕೃತ ಪಂಡಿತರು ಹೇಳಿದರು. ಇಲ್ಲಿನ ಲಾಯನ್ಸ್ ಸ್ಕೂಲ್ ಆವರಣದಲ್ಲಿ ನಡೆದ ನೇತಾಜಿ ಸ್ಪೋರ್ಟ್ಸ್ ಕ್ಲಬ್ ಅಳ್ನಾವರ ಹಾಗೂ ಕರ್ನಾಟಕ ರಾಜ್ಯ ಯುವ ಸಂಘಗಳ ಒಕ್ಕೂಟ ಧಾರವಾಡ ಜಿಲ್ಲೆಯ ಆಶ್ರಯದಲ್ಲಿ ನಡೆದ ಕನಕದಾಸರ ಜಯಂತಿ ಕಾರ್ಯಕ್ರಮದಲ್ಲಿ ಅವರು ಮಾತನಾಡಿದರು. ಜಾತಿ ಮತಗಳ ಭೇದವಿಲ್ಲದೆ ಎಲ್ಲರೂ ಒಂದಾಗಿ ಬಾಳಬೇಕು ಎನ್ನುವ ಸಂದೇಶವನ್ನು ಕನಕದಾಸರು ತಮ್ಮ ಕೀರ್ತನೆಗಳ ಮೂಲಕ ಸಾರಿದ್ದಾರೆ. ಈ ಸಂದರ್ಭದಲ್ಲಿ ಕ್ರೀಡಾ ಸಾಮಗ್ರಿಗಳನ್ನು ವಿತರಿಸಲಾಯಿತು. ವಿವಿಧ ಸಂಘಟನೆಗಳ ಪದಾಧಿಕಾರಿಗಳು, ಗ್ರಾಮಸ್ಥರು, ಮಹಿಳೆಯರು ಹಾಗೂ ಯುವಕರು ಕಾರ್ಯಕ್ರಮದಲ್ಲಿ ಉಪಸ್ಥಿತರಿದ್ದರು. — [430, 118, 692, 231]
column-rule — [704, 1130, 705, 1436]
column-rule — [207, 96, 208, 1124]
logo-text: ಹೊಸ ದಿಗಂತ — [86, 34, 188, 60]
weather-sun-cloud-icon — [620, 34, 668, 76]
column-rule — [224, 1130, 225, 1436]
bottom-body-2: ●ಕುಂದಗೋಳ: ವಿದ್ಯಾರ್ಥಿಗಳು ಸತತ ಪರಿಶ್ರಮ ಹಾಗೂ ಗುರಿಯತ್ತ ಸಾಗುವ ಛಲ ಬೆಳೆಸಿಕೊಂಡಾಗ ಮಾತ್ರ ಜೀವನದಲ್ಲಿ ಸಾಧನೆ ಮಾಡಲು ಸಾಧ್ಯ ಎಂದು ನಿವೃತ್ತ ಶಿಕ್ಷಕರು ಹೇಳಿದರು. ತಾಲೂಕಿನ ಗ್ರಾಮದ ಪ್ರೌಢಶಾಲೆಯಲ್ಲಿ ನಡೆದ ಪ್ರತಿಭಾ ಪುರಸ್ಕಾರ ಕಾರ್ಯಕ್ರಮದಲ್ಲಿ ಮಾತನಾಡಿದ ಅವರು, ಮೊಬೈಲ್ ಬಳಕೆ ಕಡಿಮೆ ಮಾಡಿ ಪುಸ್ತಕ ಓದುವ ಹವ್ಯಾಸ ಬೆಳೆಸಿಕೊಳ್ಳಬೇಕು. ಶಿಕ್ಷಕರು ಹಾಗೂ ಪಾಲಕರ ಮಾರ್ಗದರ್ಶನ ಪಡೆದು ಮುನ್ನಡೆಯಬೇಕು. ಹಿರಿಯರನ್ನು ಗೌರವಿಸುವ ಸಂಸ್ಕಾರ ರೂಢಿಸಿಕೊಳ್ಳಬೇಕು ಎಂದರು. ಉತ್ತಮ ಅಂಕ ಪಡೆದ ವಿದ್ಯಾರ್ಥಿಗಳನ್ನು ಸನ್ಮಾನಿಸಲಾಯಿತು. ಮುಖ್ಯೋಪಾಧ್ಯಾಯರು, ಎಸ್‌ಡಿಎಂಸಿ ಅಧ್ಯಕ್ಷರು, ಸದಸ್ಯರು, ಗ್ರಾಮಸ್ಥರು ಉಪಸ್ಥಿತರಿದ್ದರು. — [228, 1152, 478, 1242]
brief-title-5: ಅರ್ಚನಾಗೆ ಪಿಹೆಚ್‌ಡಿ ಪದವಿ — [57, 1046, 171, 1061]
pointing-hand-icon — [28, 98, 58, 128]
date: 30 ನವೆಂಬರ್ 2025 — [810, 53, 879, 63]
min-temp: 17 — [725, 48, 751, 70]
brief-title-2: ನಾಳೆ ಬೃಹತ್ ಭಗವದ್ಗೀತಾ ಅಖಂಡ ಪಠಣ ಕಾರ್ಯಕ್ರಮ — [30, 461, 198, 494]
column-rule — [478, 730, 479, 1118]
bullet-item: ರಾಜ್ಯ ಸರ್ಕಾರ ವಿರುದ್ಧ ಘೋಷಣೆ ಕೂಗಿ ಆಕ್ರೋಶ — [368, 537, 492, 546]
right-photo-kanaka-jayanti — [700, 96, 922, 270]
bottom-body-3: ●ಧಾರವಾಡ: ಸಂಶೋಧನೆ ನಿರಂತರ ಪ್ರಕ್ರಿಯೆ. ಇಂದು ಸಮಾಜಕ್ಕೆ ಉಪಯುಕ್ತವಾಗುವ ಗುಣಾತ್ಮಕ ಸಂಶೋಧನೆಗಳು ಹೆಚ್ಚಾಗಬೇಕು ಎಂದು ಕುಲಪತಿಗಳು ಹೇಳಿದರು. ಕರ್ನಾಟಕ ವಿಶ್ವವಿದ್ಯಾಲಯದಲ್ಲಿ ಆಯೋಜಿಸಿದ್ದ ಸಂಶೋಧನಾ ವಿಧಾನ ಕಾರ್ಯಾಗಾರ ಉದ್ಘಾಟಿಸಿ ಮಾತನಾಡಿದ ಅವರು, ಸಂಶೋಧಕರು ಹೊಸ ತಂತ್ರಜ್ಞಾನ ಬಳಸಿಕೊಂಡು ಗುಣಮಟ್ಟದ ಪ್ರಬಂಧಗಳನ್ನು ರಚಿಸಬೇಕು. ಕೃತಿಚೌರ್ಯದಿಂದ ದೂರವಿರಬೇಕು ಎಂದರು. ವಿವಿಧ ವಿಭಾಗಗಳ ಮುಖ್ಯಸ್ಥರು, ಪ್ರಾಧ್ಯಾಪಕರು, ಸಂಶೋಧನಾ ವಿದ್ಯಾರ್ಥಿಗಳು ಪಾಲ್ಗೊಂಡಿದ್ದರು. — [486, 1232, 700, 1322]
brief-photo-archana — [144, 1068, 202, 1118]
lead-mla-photo — [328, 534, 360, 602]
section-rule — [210, 728, 926, 729]
city: ಹುಬ್ಬಳ್ಳಿ — [870, 65, 890, 74]
masthead-rule — [20, 89, 945, 92]
bottom-photo-3 — [486, 1152, 700, 1228]
bottom-title-2: ಸಾಧನೆಗೆ ಸತತ ಪರಿಶ್ರಮ ಅವಶ್ಯ — [295, 1133, 411, 1147]
brief-label: ಕಿರುಸುದ್ದಿ — [78, 103, 119, 119]
